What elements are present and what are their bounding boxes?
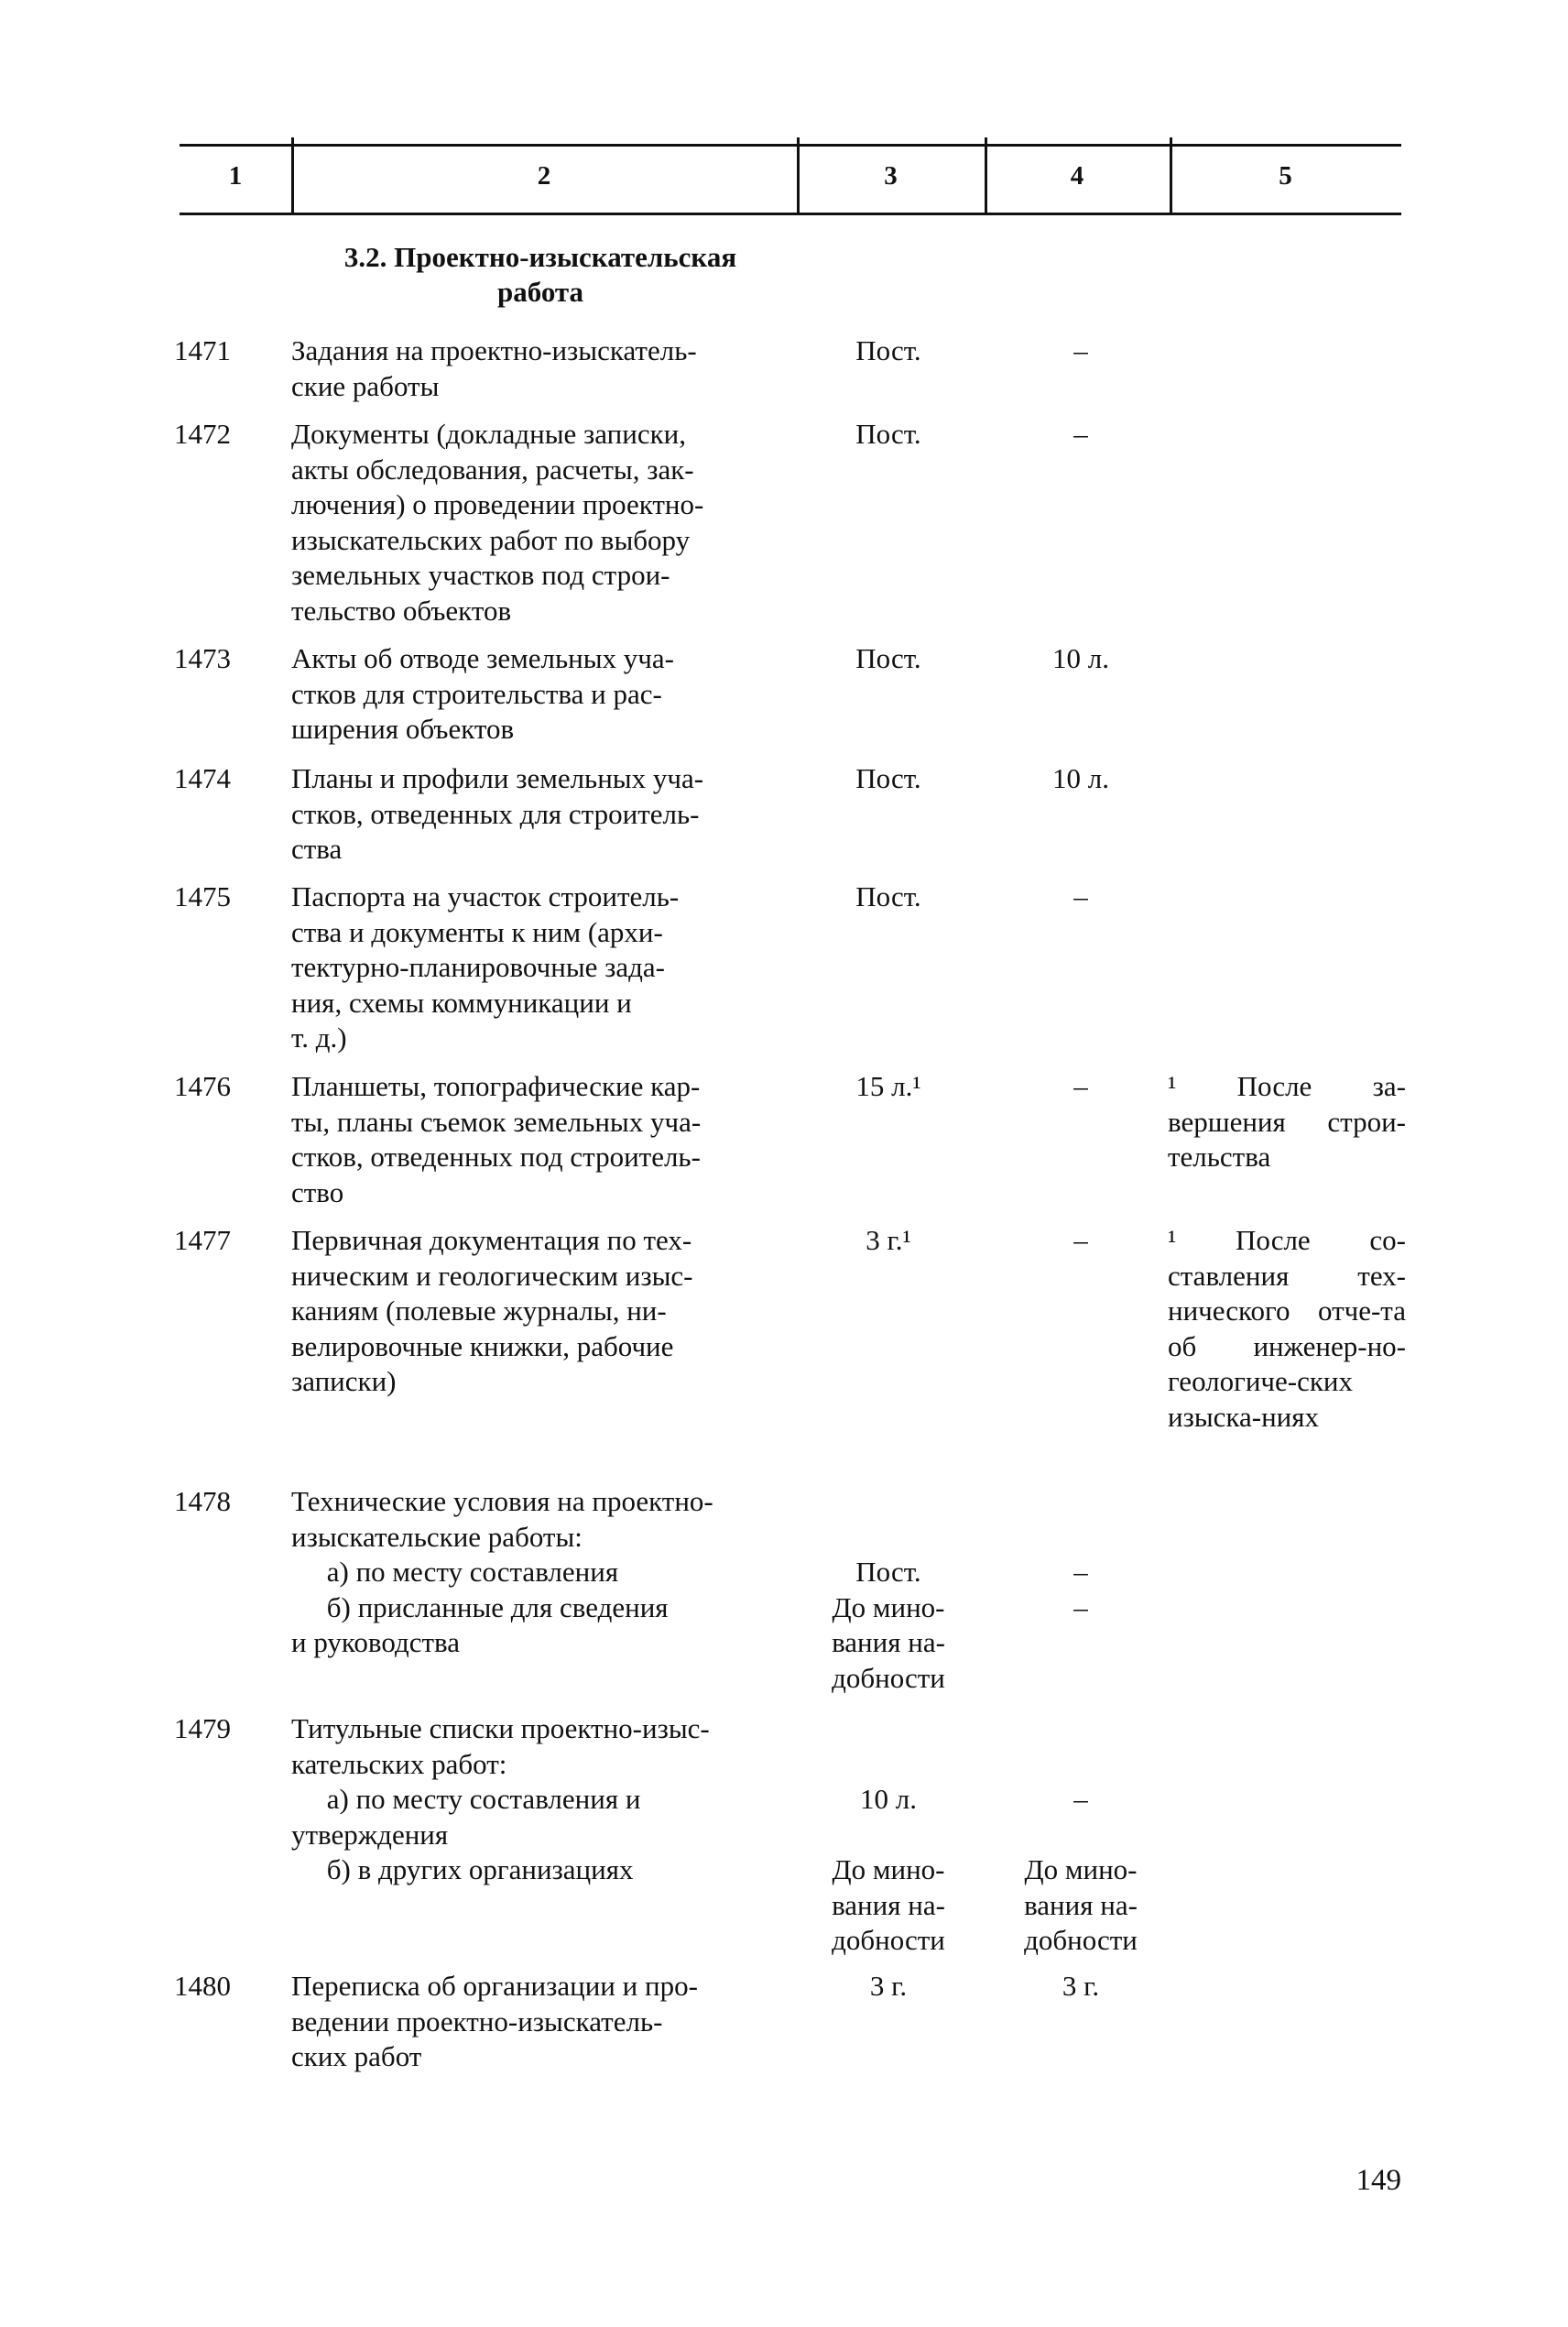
row-description: Первичная документация по тех- ническим и геологическим изыс- каниям (полевые журналы, ни- велировочные книжки, рабочие записки) — [291, 1224, 693, 1397]
row-description: Документы (докладные записки, акты обследования, расчеты, зак- лючения) о проведении проектно- изыскательских работ по выбору земельных участков под строи- тельство объектов — [291, 418, 704, 627]
retention-period-alt: – – — [1073, 1556, 1088, 1623]
header-col-5: 5 — [1279, 161, 1292, 191]
header-col-1: 1 — [228, 161, 243, 191]
row-description: Акты об отводе земельных уча- стков для строительства и рас- ширения объектов — [291, 642, 674, 745]
retention-period-alt: – — [1073, 1070, 1088, 1102]
retention-period: 3 г. — [869, 1970, 908, 2002]
row-number: 1479 — [174, 1712, 231, 1744]
row-description: Переписка об организации и про- ведении проектно-изыскатель- ских работ — [291, 1970, 698, 2072]
row-note: ¹ После за-вершения строи-тельства — [1168, 1070, 1406, 1173]
row-number: 1478 — [174, 1485, 231, 1517]
row-number: 1471 — [174, 334, 231, 366]
retention-period: Пост. — [855, 642, 921, 674]
row-description: Задания на проектно-изыскатель- ские работы — [291, 334, 697, 402]
row-number: 1477 — [174, 1224, 231, 1256]
header-bottom-rule — [180, 213, 1401, 215]
row-number: 1474 — [174, 762, 231, 794]
row-number: 1480 — [174, 1970, 231, 2002]
retention-period: 15 л.¹ — [855, 1070, 921, 1102]
retention-period: 3 г.¹ — [866, 1224, 911, 1256]
retention-period-alt: 3 г. — [1062, 1970, 1100, 2002]
row-description: Планы и профили земельных уча- стков, отведенных для строитель- ства — [291, 762, 704, 865]
retention-period-alt: – — [1073, 334, 1088, 366]
header-col-4: 4 — [1070, 161, 1084, 191]
retention-period: 10 л. До мино- вания на- добности — [832, 1783, 945, 1956]
header-col-2: 2 — [537, 161, 551, 191]
row-note: ¹ После со-ставления тех-нического отче-та об инженер-но-геологиче-ских изыска-ниях — [1168, 1224, 1406, 1433]
retention-period: Пост. — [855, 880, 921, 912]
retention-period: Пост. — [855, 334, 921, 366]
row-number: 1476 — [174, 1070, 231, 1102]
retention-period: Пост. — [855, 418, 921, 450]
retention-period-alt: – — [1073, 418, 1088, 450]
row-description: Паспорта на участок строитель- ства и документы к ним (архи- тектурно-планировочные зада- ния, схемы коммуникации и т. д.) — [291, 880, 680, 1054]
retention-period: Пост. До мино- вания на- добности — [832, 1556, 945, 1694]
row-description: Технические условия на проектно- изыскательские работы: а) по месту составления б) присланные для сведения и руководства — [291, 1485, 713, 1658]
row-number: 1472 — [174, 418, 231, 450]
retention-period-alt: – До мино- вания на- добности — [1024, 1783, 1138, 1956]
header-top-rule — [180, 144, 1401, 147]
header-col-3: 3 — [884, 161, 898, 191]
row-number: 1473 — [174, 642, 231, 674]
row-description: Планшеты, топографические кар- ты, планы съемок земельных уча- стков, отведенных под строитель- ство — [291, 1070, 702, 1208]
retention-period-alt: 10 л. — [1052, 762, 1109, 794]
retention-period-alt: 10 л. — [1052, 642, 1109, 674]
row-description: Титульные списки проектно-изыс- кательских работ: а) по месту составления и утверждения б) в других организациях — [291, 1712, 710, 1885]
page-number: 149 — [1356, 2164, 1401, 2197]
row-number: 1475 — [174, 880, 231, 912]
retention-period-alt: – — [1073, 1224, 1088, 1256]
retention-period-alt: – — [1073, 880, 1088, 912]
section-title: 3.2. Проектно-изыскательская работа — [343, 241, 737, 308]
retention-period: Пост. — [855, 762, 921, 794]
